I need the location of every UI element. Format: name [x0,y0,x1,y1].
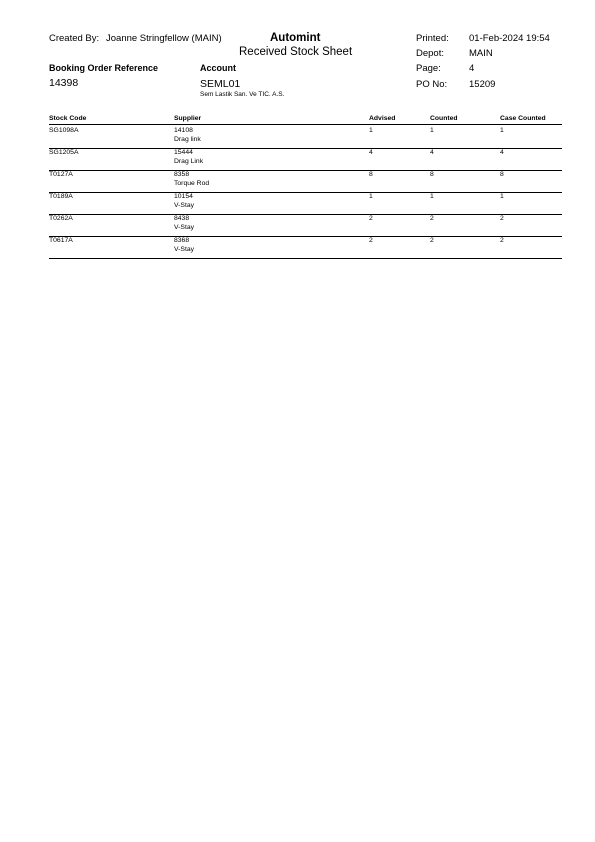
stock-code-cell: T0127A [49,171,73,178]
description-cell: Drag link [174,135,201,143]
supplier-code-cell: 14108 [174,127,193,134]
booking-order-value: 14398 [49,77,79,89]
supplier-code-cell: 8368 [174,237,190,244]
booking-order-label: Booking Order Reference [49,63,159,73]
supplier-code-cell: 15444 [174,149,193,156]
stock-code-cell: T0262A [49,215,73,222]
column-header-case-counted: Case Counted [500,115,546,122]
table-row [49,215,562,237]
table-row [49,149,562,171]
counted-cell: 4 [430,149,434,156]
supplier-code-cell: 8358 [174,171,190,178]
printed-value: 01-Feb-2024 19:54 [469,33,550,44]
supplier-code-cell: 8438 [174,215,190,222]
case-counted-cell: 1 [500,127,504,134]
column-header-advised: Advised [369,115,396,122]
account-label: Account [200,63,236,73]
counted-cell: 8 [430,171,434,178]
case-counted-cell: 8 [500,171,504,178]
case-counted-cell: 2 [500,215,504,222]
po-number: 15209 [469,79,496,90]
stock-code-cell: SG1205A [49,149,79,156]
counted-cell: 1 [430,127,434,134]
description-cell: Torque Rod [174,179,210,187]
case-counted-cell: 2 [500,237,504,244]
advised-cell: 1 [369,127,373,134]
counted-cell: 2 [430,215,434,222]
table-row [49,127,562,149]
company-name: Automint [270,32,321,44]
description-cell: V-Stay [174,223,195,231]
account-name: Sem Lastik San. Ve TIC. A.S. [200,91,285,98]
printed-label: Printed: [416,33,449,44]
advised-cell: 4 [369,149,373,156]
column-header-stock-code: Stock Code [49,115,87,122]
advised-cell: 1 [369,193,373,200]
supplier-code-cell: 10154 [174,193,193,200]
column-header-supplier: Supplier [174,115,202,122]
table-row [49,237,562,259]
po-label: PO No: [416,79,448,90]
depot-label: Depot: [416,48,444,59]
description-cell: V-Stay [174,245,195,253]
advised-cell: 2 [369,215,373,222]
row-divider [49,258,562,259]
table-header-divider [49,124,562,125]
advised-cell: 2 [369,237,373,244]
table-row [49,171,562,193]
counted-cell: 2 [430,237,434,244]
page-number: 4 [469,63,475,74]
table-row [49,193,562,215]
stock-code-cell: T0189A [49,193,73,200]
account-code: SEML01 [200,78,241,90]
case-counted-cell: 1 [500,193,504,200]
page-title: Received Stock Sheet [239,46,353,58]
created-by-label: Created By: [49,33,100,44]
advised-cell: 8 [369,171,373,178]
description-cell: V-Stay [174,201,195,209]
created-by-value: Joanne Stringfellow (MAIN) [106,33,222,44]
stock-code-cell: SG1098A [49,127,79,134]
column-header-counted: Counted [430,115,458,122]
page-label: Page: [416,63,441,74]
depot-value: MAIN [469,48,493,59]
case-counted-cell: 4 [500,149,504,156]
description-cell: Drag Link [174,157,204,165]
stock-code-cell: T0617A [49,237,73,244]
counted-cell: 1 [430,193,434,200]
